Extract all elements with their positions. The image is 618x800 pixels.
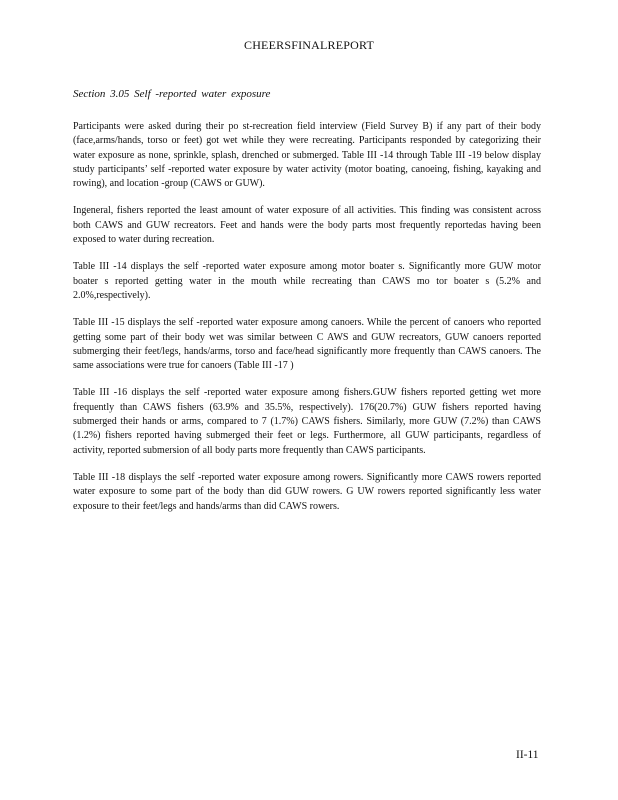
section-heading: Section 3.05 Self -reported water exposure xyxy=(73,88,271,100)
paragraph-general-findings: Ingeneral, fishers reported the least amount of water exposure of all activities. This finding was consistent across both CAWS and GUW recreators. Feet and hands were the body parts most frequently reportedas having been exposed to water during recreation. xyxy=(73,205,541,246)
paragraph-canoers: Table III -15 displays the self -reported water exposure among canoers. While the percent of canoers who reported getting some part of their body wet was similar between C AWS and GUW recreators, GUW canoers reported submerging their feet/legs, hands/arms, torso and face/head significantly more frequently than CAWS canoers. The same associations were true for canoers (Table III -17 ) xyxy=(73,317,541,372)
page-number: II-11 xyxy=(516,749,539,761)
paragraph-fishers: Table III -16 displays the self -reported water exposure among fishers.GUW fishers reported getting wet more frequently than CAWS fishers (63.9% and 35.5%, respectively). 176(20.7%) GUW fishers reported having submerged their hands or arms, compared to 7 (1.7%) CAWS fishers. Similarly, more GUW (7.2%) than CAWS (1.2%) fishers reported having submerged their feet or legs. Furthermore, all GUW participants, regardless of activity, reported submersion of all body parts more frequently than CAWS participants. xyxy=(73,387,541,456)
paragraph-motor-boaters: Table III -14 displays the self -reported water exposure among motor boater s. Significantly more GUW motor boater s reported getting water in the mouth while recreating than CAWS mo tor boater s (5.2% and 2.0%,respectively). xyxy=(73,261,541,301)
body-text xyxy=(73,120,541,527)
report-title: CHEERSFINALREPORT xyxy=(243,38,375,52)
paragraph-intro: Participants were asked during their po st-recreation field interview (Field Survey B) if any part of their body (face,arms/hands, torso or feet) got wet while they were recreating. Participants responded by categorizing their water exposure as none, sprinkle, splash, drenched or submerged. Table III -14 through Table III -19 below display study participants’ self -reported water exposure by water activity (motor boating, canoeing, fishing, kayaking and rowing), and location -group (CAWS or GUW). xyxy=(73,121,541,190)
paragraph-rowers: Table III -18 displays the self -reported water exposure among rowers. Significantly more CAWS rowers reported water exposure to some part of the body than did GUW rowers. G UW rowers reported significantly less water exposure to their feet/legs and hands/arms than did CAWS rowers. xyxy=(73,471,541,512)
